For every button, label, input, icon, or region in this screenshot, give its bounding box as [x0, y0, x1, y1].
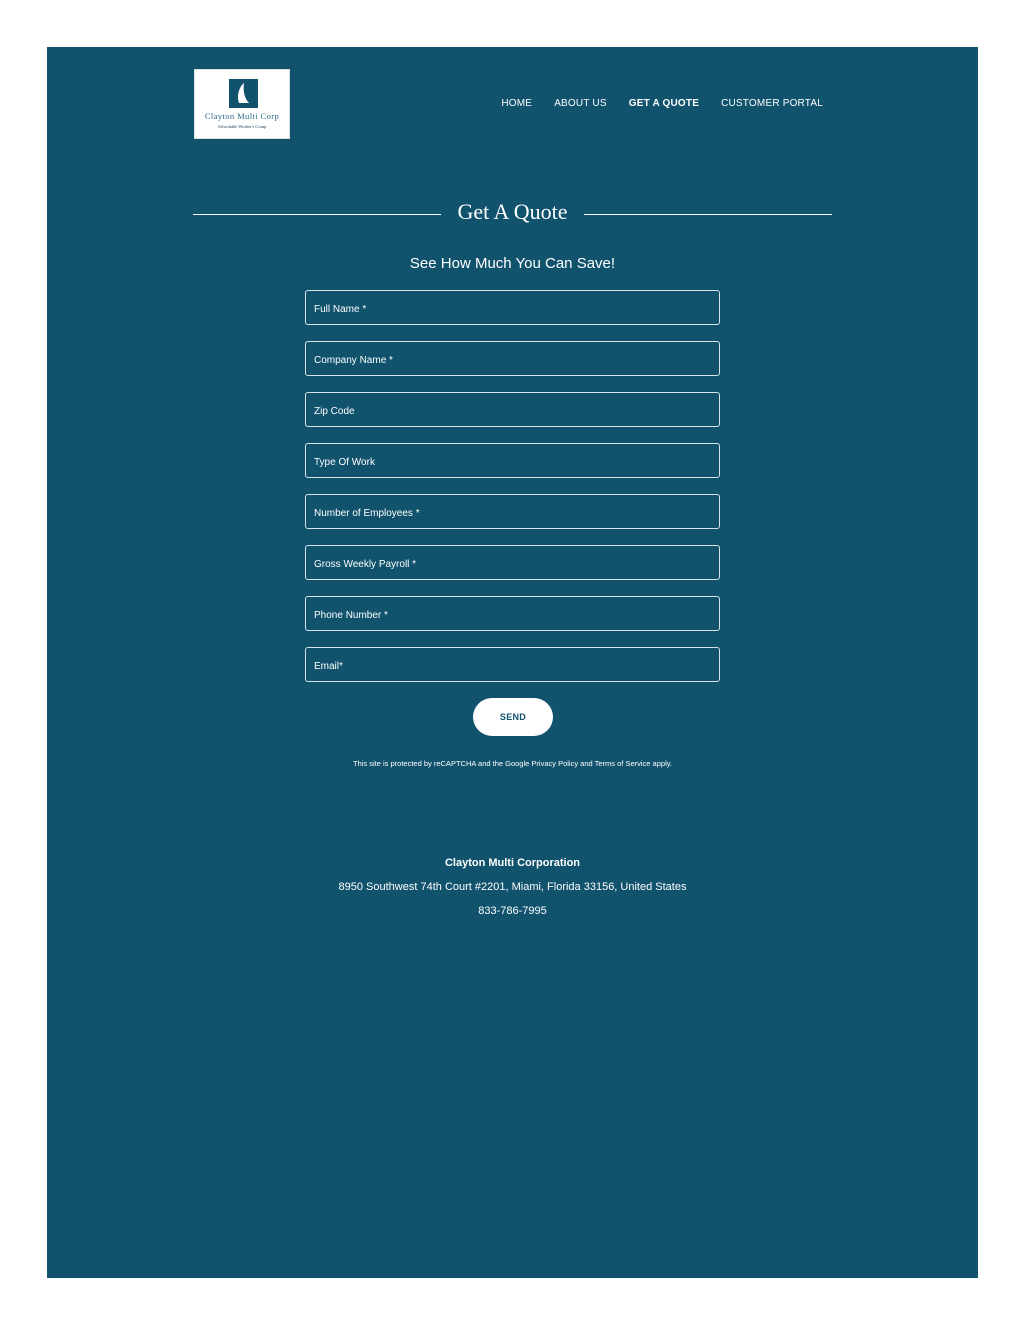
company-name-input[interactable]	[305, 341, 720, 376]
number-of-employees-input[interactable]	[305, 494, 720, 529]
nav-item-home[interactable]: HOME	[501, 98, 533, 109]
title-divider-right	[584, 214, 832, 215]
page-subtitle: See How Much You Can Save!	[409, 255, 616, 272]
phone-number-input[interactable]	[305, 596, 720, 631]
nav-item-get-a-quote[interactable]: GET A QUOTE	[628, 98, 700, 109]
footer-company-name: Clayton Multi Corporation	[444, 857, 581, 869]
logo-name: Clayton Multi Corp	[204, 111, 280, 121]
type-of-work-input[interactable]	[305, 443, 720, 478]
full-name-input[interactable]	[305, 290, 720, 325]
logo-tagline: Affordable Worker's Comp	[217, 124, 267, 129]
zip-code-input[interactable]	[305, 392, 720, 427]
footer-phone[interactable]: 833-786-7995	[478, 905, 547, 917]
send-button[interactable]: SEND	[473, 698, 553, 736]
footer	[47, 856, 978, 918]
sail-logo-icon	[229, 79, 258, 108]
title-row	[193, 199, 832, 231]
logo[interactable]	[194, 69, 290, 139]
recaptcha-notice: This site is protected by reCAPTCHA and the Google Privacy Policy and Terms of Service apply.	[352, 759, 673, 768]
page-background	[47, 47, 978, 1278]
page-title: Get A Quote	[457, 199, 568, 224]
quote-form	[305, 290, 720, 698]
email-input[interactable]	[305, 647, 720, 682]
main-nav	[501, 98, 823, 109]
nav-item-about-us[interactable]: ABOUT US	[554, 98, 607, 109]
gross-weekly-payroll-input[interactable]	[305, 545, 720, 580]
footer-address: 8950 Southwest 74th Court #2201, Miami, Florida 33156, United States	[338, 881, 687, 893]
nav-item-customer-portal[interactable]: CUSTOMER PORTAL	[721, 98, 823, 109]
